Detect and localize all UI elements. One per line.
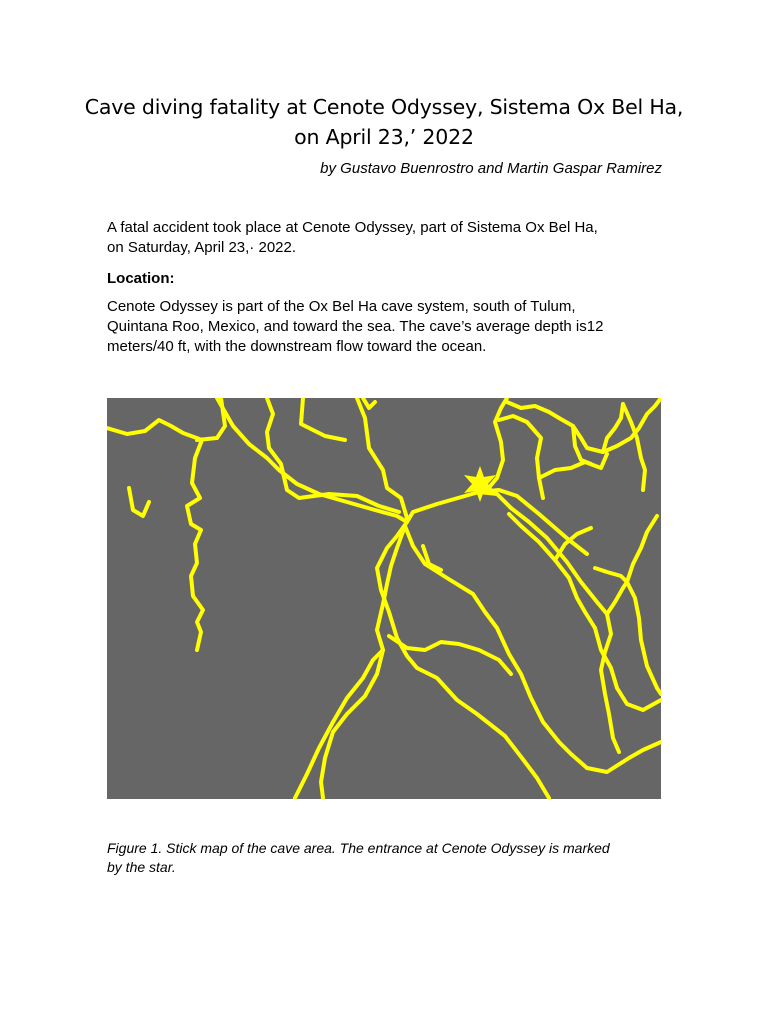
- caption-line-2: by the star.: [107, 859, 176, 875]
- cave-passage: [539, 454, 607, 478]
- location-heading: Location:: [107, 270, 175, 287]
- cave-passage: [129, 488, 149, 516]
- cave-passage: [301, 398, 345, 440]
- cave-map-svg: [107, 398, 661, 799]
- cave-passage: [627, 516, 657, 582]
- cave-passage: [363, 398, 375, 408]
- location-line-1: Cenote Odyssey is part of the Ox Bel Ha cave system, south of Tulum,: [107, 298, 576, 315]
- cave-stick-map: [107, 398, 661, 799]
- cave-passages: [107, 398, 661, 798]
- intro-line-1: A fatal accident took place at Cenote Odyssey, part of Sistema Ox Bel Ha,: [107, 219, 598, 236]
- intro-paragraph: [107, 218, 667, 258]
- cave-passage: [595, 568, 627, 582]
- byline: by Gustavo Buenrostro and Martin Gaspar Ramirez: [320, 160, 662, 177]
- cave-passage: [377, 522, 549, 798]
- intro-line-2: on Saturday, April 23,· 2022.: [107, 239, 297, 256]
- location-paragraph: [107, 297, 667, 357]
- title-line-1: Cave diving fatality at Cenote Odyssey, Sistema Ox Bel Ha,: [84, 95, 684, 119]
- caption-line-1: Figure 1. Stick map of the cave area. The entrance at Cenote Odyssey is marked: [107, 840, 610, 856]
- cave-passage: [187, 440, 203, 650]
- figure-caption: [107, 839, 667, 877]
- location-line-2: Quintana Roo, Mexico, and toward the sea. The cave’s average depth is12: [107, 318, 604, 335]
- title-line-2: on April 23,’ 2022: [294, 125, 474, 149]
- cave-passage: [623, 404, 645, 490]
- cave-passage: [499, 416, 543, 498]
- cave-passage: [321, 526, 405, 798]
- cave-passage: [267, 398, 399, 512]
- cave-passage: [587, 742, 661, 772]
- document-title: [0, 92, 768, 152]
- location-line-3: meters/40 ft, with the downstream flow toward the ocean.: [107, 338, 487, 355]
- cave-passage: [107, 420, 202, 440]
- cave-passage: [407, 490, 587, 554]
